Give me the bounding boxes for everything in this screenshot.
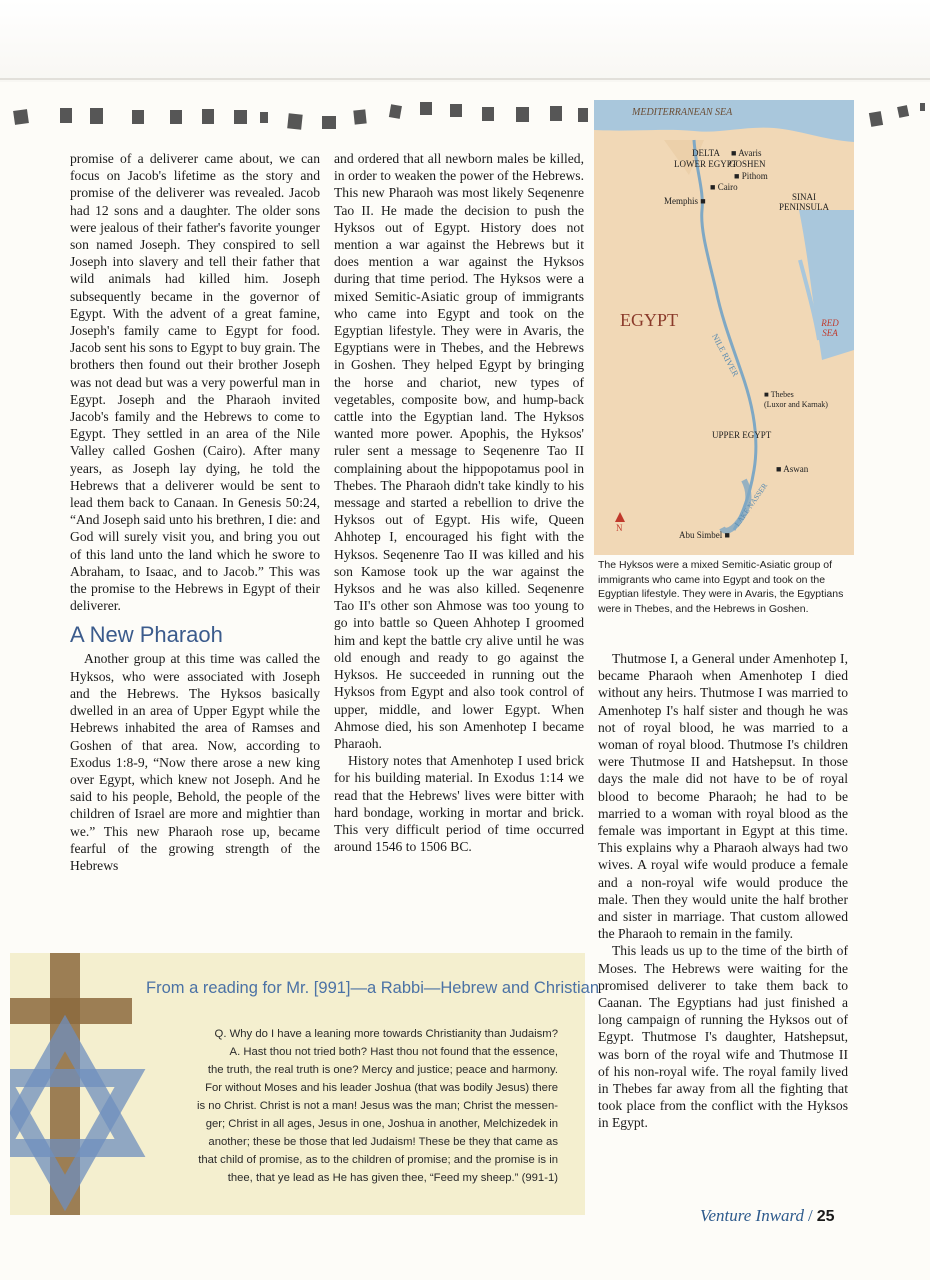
map-label-avaris: ■ Avaris [731,148,762,158]
map-label-sinai: SINAI PENINSULA [778,192,829,212]
sidebar-line: another; these be those that led Judaism! These be they that came as [208,1136,558,1148]
article-column-2 [334,150,584,855]
article-column-3 [598,650,848,1132]
map-label-memphis: Memphis ■ [664,196,706,206]
page-number: 25 [816,1208,835,1225]
sidebar-line: is no Christ. Christ is not a man! Jesus was the man; Christ the messen- [196,1100,558,1112]
sidebar-title: From a reading for Mr. [991]—a Rabbi—Hebrew and Christian [146,979,600,997]
sidebar-line: the truth, the real truth is one? Mercy and justice; peace and harmony. [207,1064,558,1076]
sidebar-line: For without Moses and his leader Joshua (that was bodily Jesus) there [205,1082,558,1094]
paragraph: promise of a deliverer came about, we can focus on Jacob's lifetime as the story and promise of the deliverer was revealed. Jacob had 12 sons and a daughter. The older sons were jealous of their father's favorite younger son named Joseph. They conspired to sell Joseph into slavery and tell their father that wild animals had killed him. Joseph subsequently became in the governor of Egypt. With the advent of a great famine, Joseph's family came to Egypt for food. Jacob sent his sons to Egypt to buy grain. The brothers then found out their brother Joseph was not dead but was a very powerful man in Egypt. Joseph and the Pharaoh invited Jacob's family and the Hebrews to come to Egypt. They settled in an area of the Nile Valley called Goshen (Cairo). After many years, as Joseph lay dying, he told the Hebrews that a deliverer would be sent to lead them back to Canaan. In Genesis 50:24, “And Joseph said unto his brethren, I die: and God will surely visit you, and bring you out of this land unto the land which he swore to Abraham, to Isaac, and to Jacob.” This was the promise to the Hebrews in Egypt of their deliverer. [70,151,320,614]
sidebar-line: that child of promise, as to the children of promise; and the promise is in [198,1154,558,1166]
decorative-band [10,100,590,130]
page-edge [0,78,930,80]
sidebar-line: A. Hast thou not tried both? Hast thou not found that the essence, [229,1046,558,1058]
sidebar-body [160,1025,558,1187]
page-footer [700,1206,835,1226]
map-label-north: N [616,523,623,533]
paragraph: History notes that Amenhotep I used brick for his building material. In Exodus 1:14 we read that the Hebrews' lives were bitter with hard bondage, working in mortar and brick. This very difficult period of time occurred around 1546 to 1506 BC. [334,753,584,855]
map-label-upper-egypt: UPPER EGYPT [712,430,772,440]
reading-sidebar [10,953,600,1215]
cross-and-star-icon [10,953,160,1215]
map-label-thebes: ■ Thebes (Luxor and Karnak) [764,390,828,409]
sidebar-line: Q. Why do I have a leaning more towards Christianity than Judaism? [214,1028,558,1040]
map-label-aswan: ■ Aswan [776,464,809,474]
magazine-name: Venture Inward [700,1206,805,1225]
map-label-lower-egypt: LOWER EGYPT [674,159,738,169]
sidebar-line: thee, that ye lead as He has given thee, “Feed my sheep.” (991-1) [227,1172,558,1184]
map-label-delta: DELTA [692,148,720,158]
map-label-cairo: ■ Cairo [710,182,738,192]
footer-slash: / [808,1206,813,1225]
map-label-sea: MEDITERRANEAN SEA [632,107,733,118]
map-label-red-sea: RED SEA [821,318,839,338]
map-label-lake-nasser: LAKE NASSER [732,481,770,529]
scan-top-margin [0,0,930,82]
paragraph: Another group at this time was called the Hyksos, who were associated with Joseph and the Hebrews. The Hyksos basically dwelled in an area of Upper Egypt while the Hebrews inhabited the area of Ramses and Goshen of that area. Now, according to Exodus 1:8-9, “Now there arose a new king over Egypt, which knew not Joseph. And he said to his people, Behold, the people of the children of Israel are more and mightier than we.” This new Pharaoh rose up, became fearful of the growing strength of the Hebrews [70,651,320,873]
map-label-goshen: GOSHEN [729,159,766,169]
map-label-abu-simbel: Abu Simbel ■ [679,530,730,540]
map-caption: The Hyksos were a mixed Semitic-Asiatic group of immigrants who came into Egypt and took on the Egyptian lifestyle. They were in Avaris, the Egyptians were in Thebes, and the Hebrews in Goshen. [598,559,844,615]
paragraph: and ordered that all newborn males be killed, in order to weaken the power of the Hebrews. This new Pharaoh was most likely Seqenenre Tao II. He made the decision to push the Hyksos out of Egypt. History does not mention a war against the Hebrews but it does mention a war against the Hyksos during that time period. The Hyksos were a mixed Semitic-Asiatic group of immigrants who came into Egypt and took on the Egyptian lifestyle. They were in Avaris, the Egyptians were in Thebes, and the Hebrews in Goshen. They helped Egypt by bringing the horse and chariot, new types of vegetables, composite bow, and hump-back cattle into the Egyptian land. The Hyksos wanted more power. Apophis, the Hyksos' ruler sent a message to Seqenenre Tao II complaining about the hippopotamus pool in Thebes. The Pharaoh didn't take kindly to his message and started a rebellion to drive the Hyksos out of Egypt. His wife, Queen Ahhotep I, encouraged his fight with the Hyksos. Seqenenre Tao II was killed and his son Kamose took up the war against the Hyksos and he was also killed. Seqenenre Tao II's other son Ahmose was too young to go into battle so Queen Ahhotep I groomed him and kept the battle cry alive until he was old enough and ready to go against the Hyksos. He succeeded in running out the Hyksos from Egypt and also took control of upper, middle, and lower Egypt. When Ahmose died, his son Amenhotep I became Pharaoh. [334,151,584,751]
map-label-pithom: ■ Pithom [734,171,768,181]
egypt-map [594,100,854,555]
map-label-nile: NILE RIVER [710,331,741,379]
sidebar-line: ger; Christ in all ages, Jesus in one, Joshua in another, Melchizedek in [205,1118,558,1130]
section-heading: A New Pharaoh [70,622,223,648]
paragraph: This leads us up to the time of the birth of Moses. The Hebrews were waiting for the promised deliverer to take them back to Caanan. The Egyptians had just finished a long campaign of running the Hyksos out of Egypt. Thutmose I's daughter, Hatshepsut, was born of the royal wife and Thutmose II of his non-royal wife. The royal family lived in Thebes far away from all the fighting that took place from the conflict with the Hyksos in Egypt. [598,943,848,1131]
paragraph: Thutmose I, a General under Amenhotep I, became Pharaoh when Amenhotep I died without any heirs. Thutmose I was married to Amenhotep I's half sister and though he was not of royal blood, he was married to a woman of royal blood. Thutmose I's children were Thutmose II and Hatshepsut. In those days the male did not have to be of royal blood to become Pharaoh; he had to be married to a woman with royal blood as the female was important in Egypt at this time. This explains why a Pharaoh always had two wives. A royal wife would produce a female and a non-royal wife would produce the male. Then they would unite the half brother and sister in marriage. That custom allowed the Pharaoh to remain in the family. [598,651,848,942]
decorative-band-right [868,100,928,130]
map-label-egypt: EGYPT [620,310,678,330]
article-column-1 [70,150,320,874]
